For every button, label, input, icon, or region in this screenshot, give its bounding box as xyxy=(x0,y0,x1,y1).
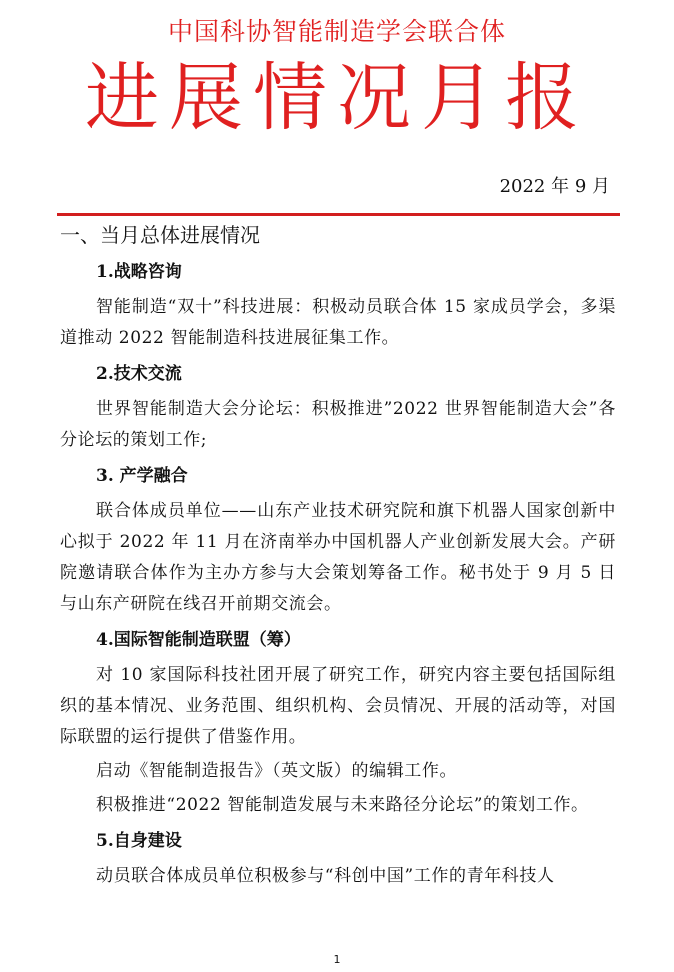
paragraph: 智能制造“双十”科技进展：积极动员联合体 15 家成员学会，多渠道推动 2022 智能制造科技进展征集工作。 xyxy=(60,297,616,348)
paragraph: 世界智能制造大会分论坛：积极推进”2022 世界智能制造大会”各分论坛的策划工作; xyxy=(60,399,616,450)
page-number: 1 xyxy=(333,953,341,966)
report-date: 2022 年 9 月 xyxy=(499,176,610,197)
subsection-heading-industry: 3. 产学融合 xyxy=(96,466,188,486)
paragraph: 积极推进“2022 智能制造发展与未来路径分论坛”的策划工作。 xyxy=(96,795,589,815)
subsection-heading-exchange: 2.技术交流 xyxy=(96,364,182,384)
document-body xyxy=(60,218,616,895)
paragraph: 启动《智能制造报告》（英文版）的编辑工作。 xyxy=(96,761,458,781)
header-divider xyxy=(57,213,620,216)
subsection-heading-strategy: 1.战略咨询 xyxy=(96,262,182,282)
subsection-heading-self-building: 5.自身建设 xyxy=(96,831,182,851)
organization-name: 中国科协智能制造学会联合体 xyxy=(167,17,506,46)
section-heading: 一、当月总体进展情况 xyxy=(60,223,260,247)
paragraph: 动员联合体成员单位积极参与“科创中国”工作的青年科技人 xyxy=(96,866,555,886)
paragraph: 联合体成员单位——山东产业技术研究院和旗下机器人国家创新中心拟于 2022 年 11 月在济南举办中国机器人产业创新发展大会。产研院邀请联合体作为主办方参与大会策划筹备工作。秘书处于 9 月 5 日与山东产研院在线召开前期交流会。 xyxy=(60,501,616,614)
report-title: 进展情况月报 xyxy=(85,55,589,141)
subsection-heading-international: 4.国际智能制造联盟（筹） xyxy=(96,630,301,650)
paragraph: 对 10 家国际科技社团开展了研究工作，研究内容主要包括国际组织的基本情况、业务范围、组织机构、会员情况、开展的活动等，对国际联盟的运行提供了借鉴作用。 xyxy=(60,665,616,747)
